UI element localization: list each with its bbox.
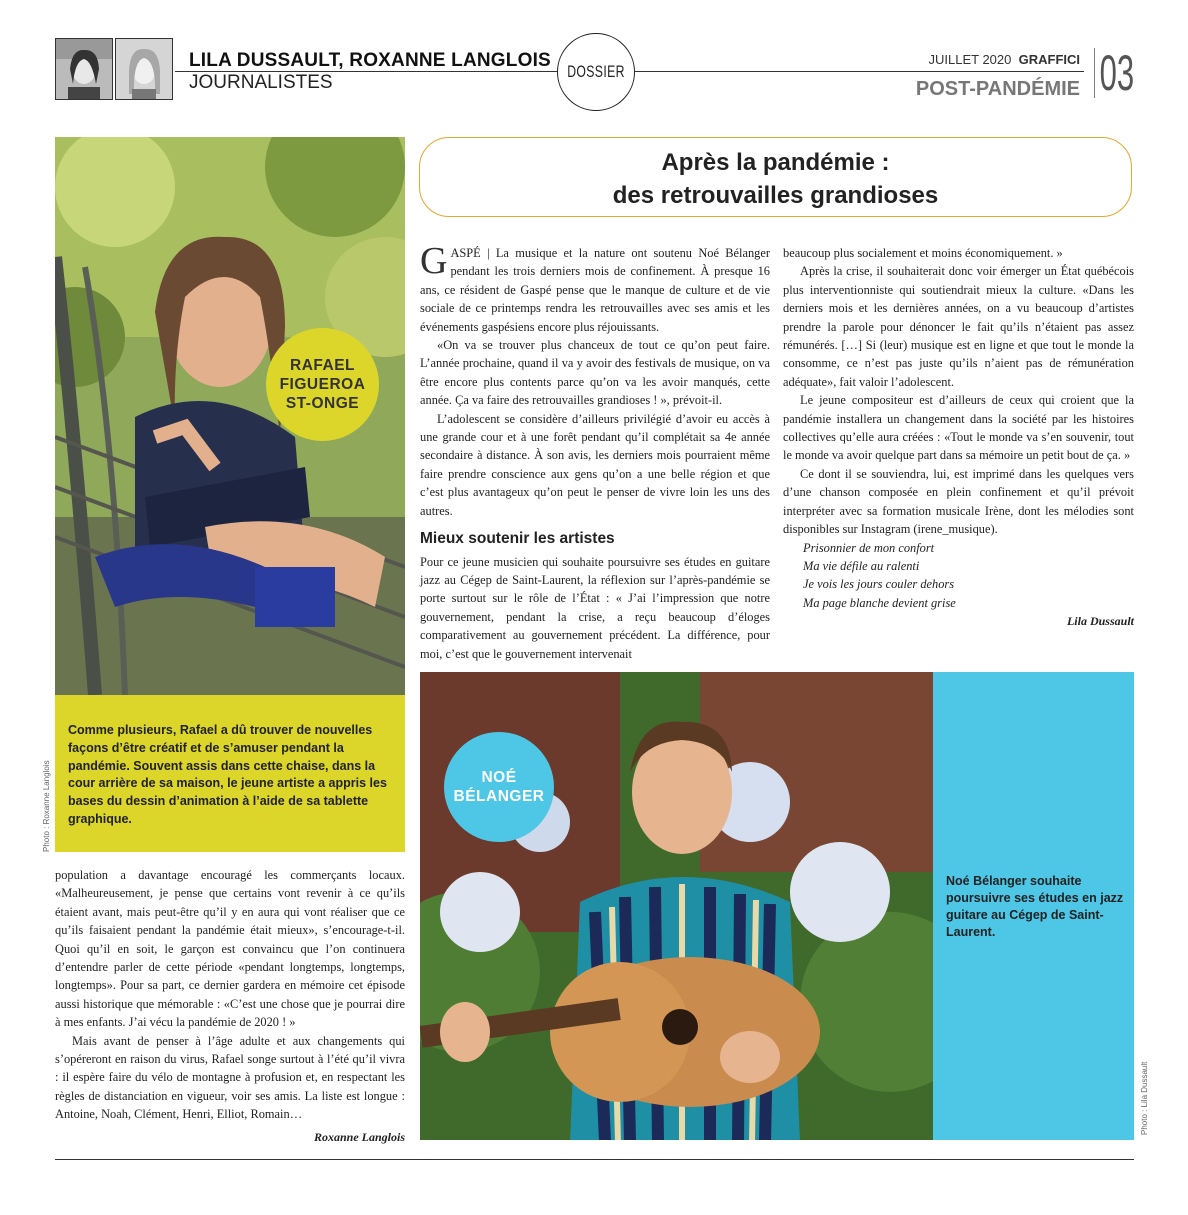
section-title: POST-PANDÉMIE [915,78,1080,100]
author-photo-roxanne [115,38,173,100]
article-title [419,137,1132,217]
tag-rafael [266,328,379,441]
title-line1: Après la pandémie : [661,149,890,176]
subheading: Mieux soutenir les artistes [420,530,615,548]
article-paragraph-3: L’adolescent se considère d’ailleurs privilégié d’avoir eu accès à une grande cour et à une forêt pendant qu’il complétait sa 4e année secondaire à distance. À son avis, les derniers mois pourraient même faire prendre conscience aux gens qu’on a une belle région et que c’est plus avantageux qu’on peut le penser de vivre loin les uns des autres. [420,411,770,518]
article-paragraph-7: Ce dont il se souviendra, lui, est imprimé dans les quelques vers d’une chanson composée en plein confinement et qu’il prévoit interpréter avec sa formation musicale Irène, dont les mélodies sont disponibles sur Instagram (irene_musique). [783,466,1134,537]
title-line2: des retrouvailles grandioses [612,182,939,209]
issue-date: JUILLET 2020 [928,52,1012,67]
article-paragraph-6: Le jeune compositeur est d’ailleurs de ceux qui croient que la pandémie installera un changement dans la société par les histoires collectives qu’elle aura créées : «Tout le monde va s’en souvenir, tout le monde va avoir quelque part dans sa mémoire un petit bout de ça. » [783,393,1134,463]
tag-rafael-line1: RAFAEL [290,357,355,374]
article-paragraph-4: Pour ce jeune musicien qui souhaite poursuivre ses études en guitare jazz au Cégep de Saint-Laurent, la réflexion sur l’après-pandémie se porte surtout sur le rôle de l’État : « J’ai l’impression que notre gouvernement, pendant la crise, a reçu beaucoup d’éloges comparativement au gouvernement précédent. La différence, pour moi, c’est que le gouvernement intervenait [420,554,770,661]
tag-noe-line1: NOÉ [481,769,517,786]
caption-rafael: Comme plusieurs, Rafael a dû trouver de nouvelles façons d’être créatif et de s’amuser pendant la pandémie. Souvent assis dans cette chaise, dans la cour arrière de sa maison, le jeune artiste a appris les bases du dessin d’animation à l’aide de sa tablette graphique. [55,695,405,852]
credit-noe: Photo : Lila Dussault [1140,1061,1149,1135]
header-rule-right [632,71,1084,72]
dropcap: G [420,240,448,282]
signature-roxanne: Roxanne Langlois [313,1129,405,1144]
tag-rafael-line2: FIGUEROA [279,376,366,393]
poem-line: Je vois les jours couler dehors [803,577,955,592]
tag-noe-line2: BÉLANGER [453,788,545,805]
authors-names: LILA DUSSAULT, ROXANNE LANGLOIS [189,50,551,71]
credit-rafael: Photo : Roxanne Langlois [42,760,51,852]
article-paragraph-2: «On va se trouver plus chanceux de tout ce qu’on peut faire. L’année prochaine, quand il va y avoir des festivals de musique, on va être encore plus contents parce qu’on va les avoir manqués, cette année. Ça va faire des retrouvailles grandioses ! », prévoit-il. [420,338,770,408]
dossier-label: DOSSIER [567,62,625,81]
tag-noe [444,732,554,842]
poem-line: Prisonnier de mon confort [803,540,935,555]
page-number: 03 [1094,48,1134,98]
author-photo-lila [55,38,113,100]
side-paragraph-2: Mais avant de penser à l’âge adulte et aux changements qui s’opéreront en raison du virus, Rafael songe surtout à l’été qu’il vivra : il espère faire du vélo de montagne à profusion et, en respectant les règles de distanciation en vigueur, voir ses amis. La liste est longue : Antoine, Noah, Clément, Henri, Elliot, Romain… [55,1033,405,1122]
poem-line: Ma page blanche devient grise [803,595,956,610]
article-column-1 [420,240,770,663]
article-paragraph-5: Après la crise, il souhaiterait donc voir émerger un État québécois plus interventionniste qui soutiendrait mieux la culture. «Dans les derniers mois et les dernières années, on a vu beaucoup d’artistes prendre la parole pour dénoncer le fait qu’ils n’étaient pas assez rémunérés. […] Si (leur) musique est en ligne et que tout le monde la consomme, ce n’est pas juste qu’ils n’aient pas de rémunération adéquate», fait valoir l’adolescent. [783,264,1134,389]
authors-role: JOURNALISTES [189,72,333,93]
publication-name: GRAFFICI [1018,52,1080,67]
tag-rafael-line3: ST-ONGE [285,395,360,412]
issue-info [929,52,1081,67]
signature-lila: Lila Dussault [1066,614,1134,629]
side-paragraph-1: population a davantage encouragé les commerçants locaux. «Malheureusement, je pense que certains vont revenir à ce qu’ils étaient avant, mais peut-être qu’il y en aura qui vont réaliser que ce qu’ils faisaient pendant la pandémie était mieux», s’encourage-t-il. Quoi qu’il en soit, le garçon est convaincu que l’on continuera d’entendre parler de cette période «pendant longtemps, longtemps, longtemps». Pour sa part, ce dernier gardera en mémoire cet épisode aussi historique que mémorable : «C’est une chose que je pourrai dire à mes enfants. J’ai vécu la pandémie de 2020 ! » [55,868,405,1030]
header-rule-left [175,71,558,72]
article-paragraph-1: GASPÉ | La musique et la nature ont soutenu Noé Bélanger pendant les trois derniers mois de confinement. À presque 16 ans, ce résident de Gaspé pense que le manque de culture et de vie sociale de ce printemps rendra les retrouvailles avec ses amis et les événements gaspésiens encore plus réjouissants. [420,240,770,334]
article-paragraph-4-cont: beaucoup plus socialement et moins économiquement. » [783,246,1063,260]
article-column-2 [783,244,1134,631]
footer-rule [55,1159,1134,1160]
dossier-badge [557,33,635,111]
caption-noe: Noé Bélanger souhaite poursuivre ses études en jazz guitare au Cégep de Saint-Laurent. [946,874,1124,939]
poem-line: Ma vie défile au ralenti [803,558,920,573]
side-article [55,866,405,1146]
